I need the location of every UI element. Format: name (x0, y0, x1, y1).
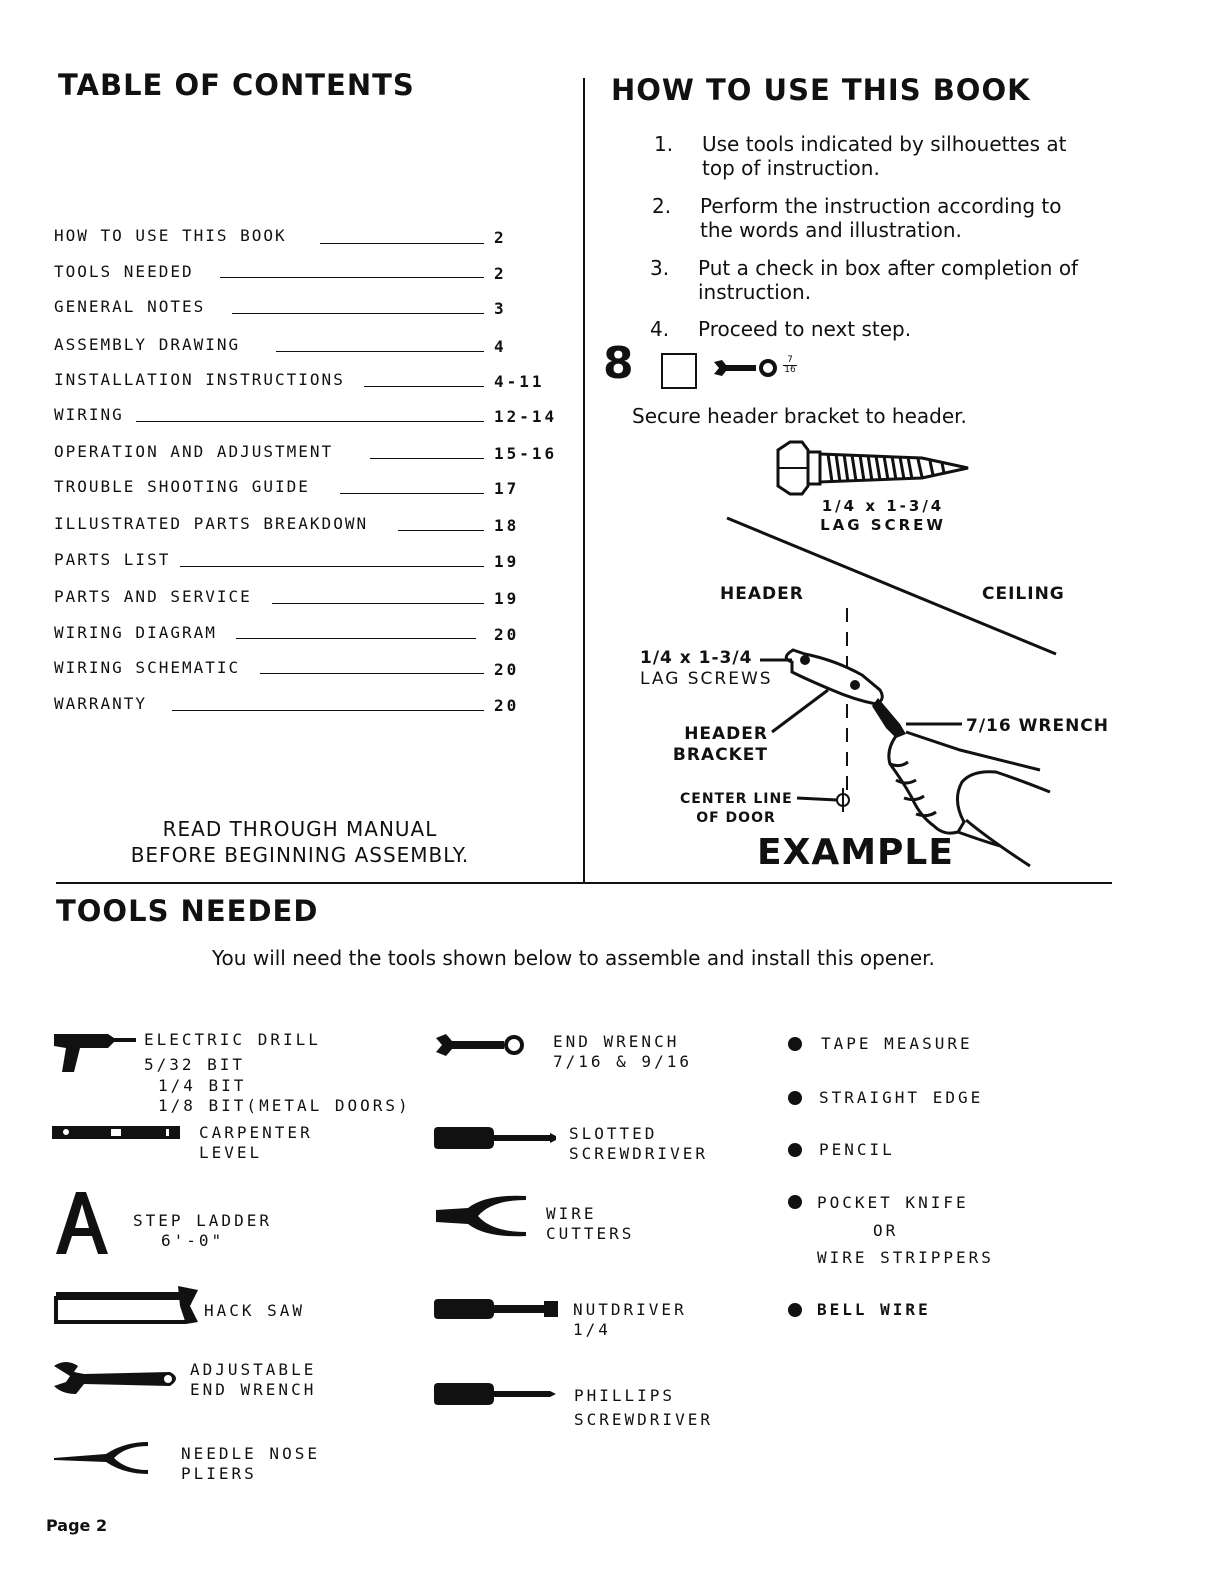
step-text: Perform the instruction according to the words and illustration. (700, 194, 1062, 242)
adjustable-label (190, 1360, 316, 1400)
center-line-line1: CENTER LINE (680, 791, 793, 807)
toc-entry[interactable] (54, 442, 574, 464)
ladder-label (133, 1211, 272, 1251)
page-number: Page 2 (46, 1516, 108, 1535)
wire-strippers-label: WIRE STRIPPERS (817, 1248, 994, 1267)
slotted-label (569, 1124, 708, 1164)
end-wrench-icon (712, 356, 782, 380)
center-line-line2: OF DOOR (696, 810, 776, 826)
drill-bit-1: 5/32 BIT (144, 1055, 246, 1074)
cutters-line1: WIRE (546, 1204, 597, 1223)
toc-entry-page: 19 (494, 552, 520, 571)
step-number: 4. (650, 317, 670, 341)
toc-entry-page: 18 (494, 516, 520, 535)
slotted-screwdriver-icon (434, 1125, 558, 1151)
end-wrench-line1: END WRENCH (553, 1032, 680, 1051)
toc-entry-label: TOOLS NEEDED (54, 262, 194, 281)
wire-cutters-icon (434, 1192, 530, 1240)
step-ladder-icon (52, 1190, 112, 1256)
phillips-screwdriver-icon (434, 1382, 558, 1406)
toc-entry-label: WIRING (54, 405, 124, 424)
drill-bit-3: 1/8 BIT(METAL DOORS) (158, 1096, 411, 1115)
toc-entry-label: WIRING SCHEMATIC (54, 658, 241, 677)
step-text: Put a check in box after completion of instruction. (698, 256, 1079, 304)
toc-entry-page: 20 (494, 696, 520, 715)
step-number: 2. (652, 194, 672, 218)
toc-entry[interactable] (54, 226, 574, 248)
needle-nose-line2: PLIERS (181, 1464, 257, 1483)
toc-entry[interactable] (54, 405, 574, 427)
center-line-label (680, 790, 792, 828)
needle-nose-pliers-icon (52, 1440, 152, 1478)
toc-entry-page: 2 (494, 264, 507, 283)
bracket-line1: HEADER (684, 724, 768, 744)
toc-entry[interactable] (54, 623, 574, 645)
step-number: 3. (650, 256, 670, 280)
nutdriver-line2: 1/4 (573, 1320, 611, 1339)
toc-entry[interactable] (54, 694, 574, 716)
tools-intro: You will need the tools shown below to assemble and install this opener. (212, 946, 935, 970)
toc-entry-label: ASSEMBLY DRAWING (54, 335, 241, 354)
adjustable-line1: ADJUSTABLE (190, 1360, 317, 1379)
slotted-line2: SCREWDRIVER (569, 1144, 708, 1163)
column-divider (583, 78, 585, 882)
ladder-line1: STEP LADDER (133, 1211, 272, 1230)
end-wrench-line2: 7/16 & 9/16 (553, 1052, 692, 1071)
toc-entry[interactable] (54, 262, 574, 284)
toc-entry-page: 15-16 (494, 444, 558, 463)
electric-drill-icon (52, 1030, 142, 1074)
toc-entry[interactable] (54, 297, 574, 319)
straight-edge-label: STRAIGHT EDGE (819, 1088, 984, 1107)
hacksaw-label: HACK SAW (204, 1301, 306, 1320)
step-text: Proceed to next step. (698, 317, 912, 341)
toc-entry[interactable] (54, 658, 574, 680)
toc-entry-page: 3 (494, 299, 507, 318)
end-wrench-label (553, 1032, 692, 1072)
example-step-number: 8 (603, 338, 634, 389)
ceiling-label: CEILING (982, 584, 1065, 604)
toc-title: TABLE OF CONTENTS (58, 68, 415, 102)
toc-entry[interactable] (54, 477, 574, 499)
read-manual-note (100, 816, 500, 868)
toc-entry-page: 17 (494, 479, 520, 498)
toc-entry-label: TROUBLE SHOOTING GUIDE (54, 477, 310, 496)
toc-entry-label: INSTALLATION INSTRUCTIONS (54, 370, 345, 389)
fraction-top: 7 (787, 355, 793, 365)
header-label: HEADER (720, 584, 804, 604)
needle-nose-line1: NEEDLE NOSE (181, 1444, 320, 1463)
nutdriver-label (573, 1300, 687, 1340)
how-to-title: HOW TO USE THIS BOOK (611, 73, 1031, 107)
wrench-label: 7/16 WRENCH (966, 716, 1109, 736)
nutdriver-line1: NUTDRIVER (573, 1300, 687, 1319)
cutters-line2: CUTTERS (546, 1224, 635, 1243)
toc-entry-page: 20 (494, 625, 520, 644)
adjustable-line2: END WRENCH (190, 1380, 317, 1399)
level-label (199, 1123, 313, 1163)
step-number: 1. (654, 132, 674, 156)
slotted-line1: SLOTTED (569, 1124, 658, 1143)
ladder-line2: 6'-0" (161, 1231, 225, 1250)
bell-wire-label: BELL WIRE (817, 1300, 931, 1319)
bullet-icon (788, 1091, 802, 1105)
end-wrench-icon (434, 1032, 526, 1058)
carpenter-level-icon (52, 1126, 182, 1140)
wire-cutters-label (546, 1204, 634, 1244)
wrench-size-fraction (783, 356, 797, 375)
phillips-line1: PHILLIPS (574, 1386, 676, 1405)
example-instruction: Secure header bracket to header. (632, 404, 967, 428)
toc-entry[interactable] (54, 587, 574, 609)
fraction-bottom: 16 (784, 365, 796, 375)
toc-entry-label: HOW TO USE THIS BOOK (54, 226, 287, 245)
step-text: Use tools indicated by silhouettes at top of instruction. (702, 132, 1067, 180)
lag-screws-label (640, 648, 773, 690)
nutdriver-icon (434, 1298, 560, 1320)
bullet-icon (788, 1303, 802, 1317)
drill-label: ELECTRIC DRILL (144, 1030, 321, 1049)
lag-screw-icon (772, 438, 972, 500)
tape-measure-label: TAPE MEASURE (821, 1034, 973, 1053)
screw-label-line2: LAG SCREW (820, 516, 946, 534)
toc-entry-label: ILLUSTRATED PARTS BREAKDOWN (54, 514, 369, 533)
toc-entry-page: 20 (494, 660, 520, 679)
hack-saw-icon (52, 1282, 202, 1326)
tools-title: TOOLS NEEDED (56, 894, 319, 928)
toc-entry-label: OPERATION AND ADJUSTMENT (54, 442, 334, 461)
example-label: EXAMPLE (757, 832, 954, 873)
bullet-icon (788, 1143, 802, 1157)
toc-entry-label: PARTS LIST (54, 550, 171, 569)
screw-label-line1: 1/4 x 1-3/4 (821, 497, 945, 515)
pocket-knife-label: POCKET KNIFE (817, 1193, 969, 1212)
phillips-line2: SCREWDRIVER (574, 1410, 713, 1429)
toc-entry-page: 19 (494, 589, 520, 608)
level-line1: CARPENTER (199, 1123, 313, 1142)
read-note-line2: BEFORE BEGINNING ASSEMBLY. (130, 843, 470, 867)
read-note-line1: READ THROUGH MANUAL (162, 817, 438, 841)
bullet-icon (788, 1037, 802, 1051)
bullet-icon (788, 1195, 802, 1209)
toc-entry-label: GENERAL NOTES (54, 297, 206, 316)
bracket-line2: BRACKET (672, 745, 768, 765)
toc-entry[interactable] (54, 550, 574, 572)
level-line2: LEVEL (199, 1143, 263, 1162)
needle-nose-label (181, 1444, 320, 1484)
toc-entry-page: 4 (494, 337, 507, 356)
pencil-label: PENCIL (819, 1140, 895, 1159)
toc-entry-label: WIRING DIAGRAM (54, 623, 217, 642)
phillips-label (574, 1384, 713, 1432)
toc-entry-label: WARRANTY (54, 694, 148, 713)
toc-entry[interactable] (54, 335, 574, 357)
toc-entry[interactable] (54, 514, 574, 536)
toc-entry[interactable] (54, 370, 574, 392)
toc-entry-label: PARTS AND SERVICE (54, 587, 252, 606)
toc-entry-page: 2 (494, 228, 507, 247)
or-label: OR (873, 1221, 899, 1240)
toc-entry-page: 12-14 (494, 407, 558, 426)
example-checkbox[interactable] (661, 353, 697, 389)
adjustable-wrench-icon (52, 1360, 184, 1396)
drill-bit-2: 1/4 BIT (158, 1076, 247, 1095)
lag-screws-line1: 1/4 x 1-3/4 (640, 648, 753, 668)
toc-entry-page: 4-11 (494, 372, 545, 391)
lag-screws-line2: LAG SCREWS (640, 669, 773, 689)
header-bracket-label (672, 724, 768, 766)
